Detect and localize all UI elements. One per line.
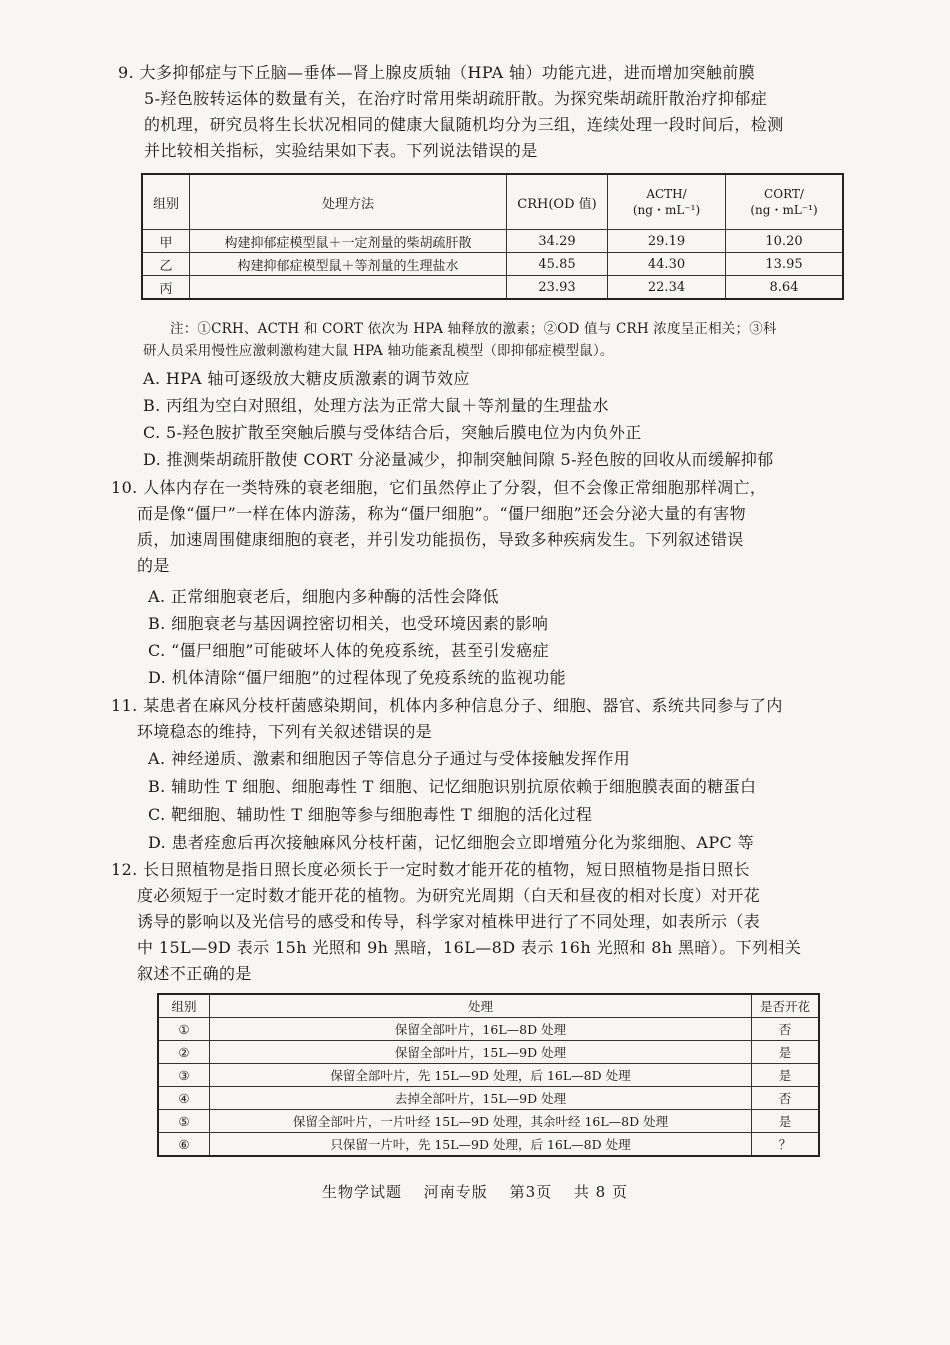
table-cell: 乙 bbox=[142, 253, 190, 276]
table-cell: ④ bbox=[158, 1087, 210, 1110]
table-row bbox=[142, 230, 843, 253]
table-header-row bbox=[158, 994, 819, 1018]
q9-option-b: B. 丙组为空白对照组，处理方法为正常大鼠＋等剂量的生理盐水 bbox=[143, 396, 609, 415]
table-cell: 构建抑郁症模型鼠＋一定剂量的柴胡疏肝散 bbox=[190, 230, 507, 253]
q10-line-4: 的是 bbox=[137, 556, 170, 575]
table-cell: 否 bbox=[752, 1087, 820, 1110]
table-cell: ③ bbox=[158, 1064, 210, 1087]
q10-line-1: 10. 人体内存在一类特殊的衰老细胞，它们虽然停止了分裂，但不会像正常细胞那样凋亡， bbox=[111, 478, 767, 497]
header-group: 组别 bbox=[142, 174, 190, 230]
header-acth-label: ACTH/ bbox=[646, 187, 687, 201]
page-footer bbox=[0, 1181, 950, 1202]
table-cell: 34.29 bbox=[507, 230, 608, 253]
q9-option-c: C. 5-羟色胺扩散至突触后膜与受体结合后，突触后膜电位为内负外正 bbox=[143, 423, 642, 442]
q11-line-2: 环境稳态的维持，下列有关叙述错误的是 bbox=[137, 722, 433, 741]
table-cell: 保留全部叶片，16L—8D 处理 bbox=[210, 1018, 752, 1041]
table-row bbox=[158, 1110, 819, 1133]
table-cell: ② bbox=[158, 1041, 210, 1064]
table-cell: 22.34 bbox=[608, 276, 726, 300]
q9-note-line-1: 注：①CRH、ACTH 和 CORT 依次为 HPA 轴释放的激素；②OD 值与 CRH 浓度呈正相关；③科 bbox=[170, 321, 777, 337]
q9-option-d: D. 推测柴胡疏肝散使 CORT 分泌量减少，抑制突触间隙 5-羟色胺的回收从而缓解抑郁 bbox=[143, 450, 774, 469]
header-cort-label: CORT/ bbox=[764, 187, 804, 201]
header-crh: CRH(OD 值) bbox=[507, 174, 608, 230]
header-cort bbox=[726, 174, 844, 230]
table-cell: 是 bbox=[752, 1041, 820, 1064]
question-11-stem bbox=[111, 693, 783, 745]
q9-note-line-2: 研人员采用慢性应激刺激构建大鼠 HPA 轴功能紊乱模型（即抑郁症模型鼠）。 bbox=[143, 343, 614, 359]
q9-option-a: A. HPA 轴可逐级放大糖皮质激素的调节效应 bbox=[143, 369, 470, 388]
table-cell: ⑤ bbox=[158, 1110, 210, 1133]
table-cell: 丙 bbox=[142, 276, 190, 300]
q12-table bbox=[157, 993, 820, 1157]
header-group: 组别 bbox=[158, 994, 210, 1018]
question-10-stem bbox=[111, 475, 766, 579]
q12-line-1: 12. 长日照植物是指日照长度必须长于一定时数才能开花的植物，短日照植物是指日照长 bbox=[111, 860, 750, 879]
table-row bbox=[158, 1087, 819, 1110]
table-cell: 去掉全部叶片，15L—9D 处理 bbox=[210, 1087, 752, 1110]
q12-line-2: 度必须短于一定时数才能开花的植物。为研究光周期（白天和昼夜的相对长度）对开花 bbox=[137, 886, 761, 905]
q10-option-d: D. 机体清除“僵尸细胞”的过程体现了免疫系统的监视功能 bbox=[148, 668, 566, 687]
q12-line-4: 中 15L—9D 表示 15h 光照和 9h 黑暗，16L—8D 表示 16h 光照和 8h 黑暗）。下列相关 bbox=[137, 938, 802, 957]
header-cort-unit: (ng・mL⁻¹) bbox=[750, 203, 818, 217]
question-9-stem bbox=[118, 60, 784, 164]
table-cell bbox=[190, 276, 507, 300]
footer-edition: 河南专版 bbox=[423, 1183, 488, 1201]
table-row bbox=[158, 1041, 819, 1064]
question-12-stem bbox=[111, 857, 801, 987]
q10-option-b: B. 细胞衰老与基因调控密切相关，也受环境因素的影响 bbox=[148, 614, 549, 633]
table-row bbox=[142, 253, 843, 276]
table-cell: 44.30 bbox=[608, 253, 726, 276]
table-cell: 甲 bbox=[142, 230, 190, 253]
header-acth bbox=[608, 174, 726, 230]
table-cell: ⑥ bbox=[158, 1133, 210, 1157]
footer-subject: 生物学试题 bbox=[321, 1183, 402, 1201]
table-header-row bbox=[142, 174, 843, 230]
table-cell: 10.20 bbox=[726, 230, 844, 253]
q10-line-3: 质，加速周围健康细胞的衰老，并引发功能损伤，导致多种疾病发生。下列叙述错误 bbox=[137, 530, 744, 549]
table-cell: 保留全部叶片，一片叶经 15L—9D 处理，其余叶经 16L—8D 处理 bbox=[210, 1110, 752, 1133]
q9-table bbox=[141, 173, 844, 300]
header-method: 处理方法 bbox=[190, 174, 507, 230]
table-cell: 29.19 bbox=[608, 230, 726, 253]
q9-line-3: 的机理，研究员将生长状况相同的健康大鼠随机均分为三组，连续处理一段时间后，检测 bbox=[144, 115, 784, 134]
table-row bbox=[158, 1018, 819, 1041]
q11-option-d: D. 患者痊愈后再次接触麻风分枝杆菌，记忆细胞会立即增殖分化为浆细胞、APC 等 bbox=[148, 833, 755, 852]
table-row bbox=[158, 1133, 819, 1157]
q10-option-c: C. “僵尸细胞”可能破坏人体的免疫系统，甚至引发癌症 bbox=[148, 641, 550, 660]
table-cell: ？ bbox=[752, 1133, 820, 1157]
q9-line-2: 5-羟色胺转运体的数量有关，在治疗时常用柴胡疏肝散。为探究柴胡疏肝散治疗抑郁症 bbox=[144, 89, 768, 108]
q12-line-5: 叙述不正确的是 bbox=[137, 964, 252, 983]
footer-page: 第3页 bbox=[509, 1183, 553, 1201]
q11-line-1: 11. 某患者在麻风分枝杆菌感染期间，机体内多种信息分子、细胞、器官、系统共同参与了内 bbox=[111, 696, 783, 715]
table-cell: 8.64 bbox=[726, 276, 844, 300]
q11-option-a: A. 神经递质、激素和细胞因子等信息分子通过与受体接触发挥作用 bbox=[148, 749, 631, 768]
q10-line-2: 而是像“僵尸”一样在体内游荡，称为“僵尸细胞”。“僵尸细胞”还会分泌大量的有害物 bbox=[137, 504, 747, 523]
q12-line-3: 诱导的影响以及光信号的感受和传导，科学家对植株甲进行了不同处理，如表所示（表 bbox=[137, 912, 761, 931]
header-flowering: 是否开花 bbox=[752, 994, 820, 1018]
table-cell: 构建抑郁症模型鼠＋等剂量的生理盐水 bbox=[190, 253, 507, 276]
footer-total: 共 8 页 bbox=[573, 1183, 628, 1201]
q10-option-a: A. 正常细胞衰老后，细胞内多种酶的活性会降低 bbox=[148, 587, 499, 606]
q9-line-4: 并比较相关指标，实验结果如下表。下列说法错误的是 bbox=[144, 141, 538, 160]
table-cell: 23.93 bbox=[507, 276, 608, 300]
table-cell: 45.85 bbox=[507, 253, 608, 276]
q11-option-b: B. 辅助性 T 细胞、细胞毒性 T 细胞、记忆细胞识别抗原依赖于细胞膜表面的糖蛋白 bbox=[148, 777, 757, 796]
table-row bbox=[142, 276, 843, 300]
table-cell: 只保留一片叶，先 15L—9D 处理，后 16L—8D 处理 bbox=[210, 1133, 752, 1157]
header-acth-unit: (ng・mL⁻¹) bbox=[632, 203, 701, 217]
table-cell: 保留全部叶片，先 15L—9D 处理，后 16L—8D 处理 bbox=[210, 1064, 752, 1087]
table-cell: 保留全部叶片，15L—9D 处理 bbox=[210, 1041, 752, 1064]
table-cell: 是 bbox=[752, 1110, 820, 1133]
q11-option-c: C. 靶细胞、辅助性 T 细胞等参与细胞毒性 T 细胞的活化过程 bbox=[148, 805, 593, 824]
table-cell: 13.95 bbox=[726, 253, 844, 276]
header-treatment: 处理 bbox=[210, 994, 752, 1018]
table-cell: 是 bbox=[752, 1064, 820, 1087]
q9-line-1: 9. 大多抑郁症与下丘脑—垂体—肾上腺皮质轴（HPA 轴）功能亢进，进而增加突触前膜 bbox=[118, 63, 756, 82]
table-cell: ① bbox=[158, 1018, 210, 1041]
table-cell: 否 bbox=[752, 1018, 820, 1041]
table-row bbox=[158, 1064, 819, 1087]
